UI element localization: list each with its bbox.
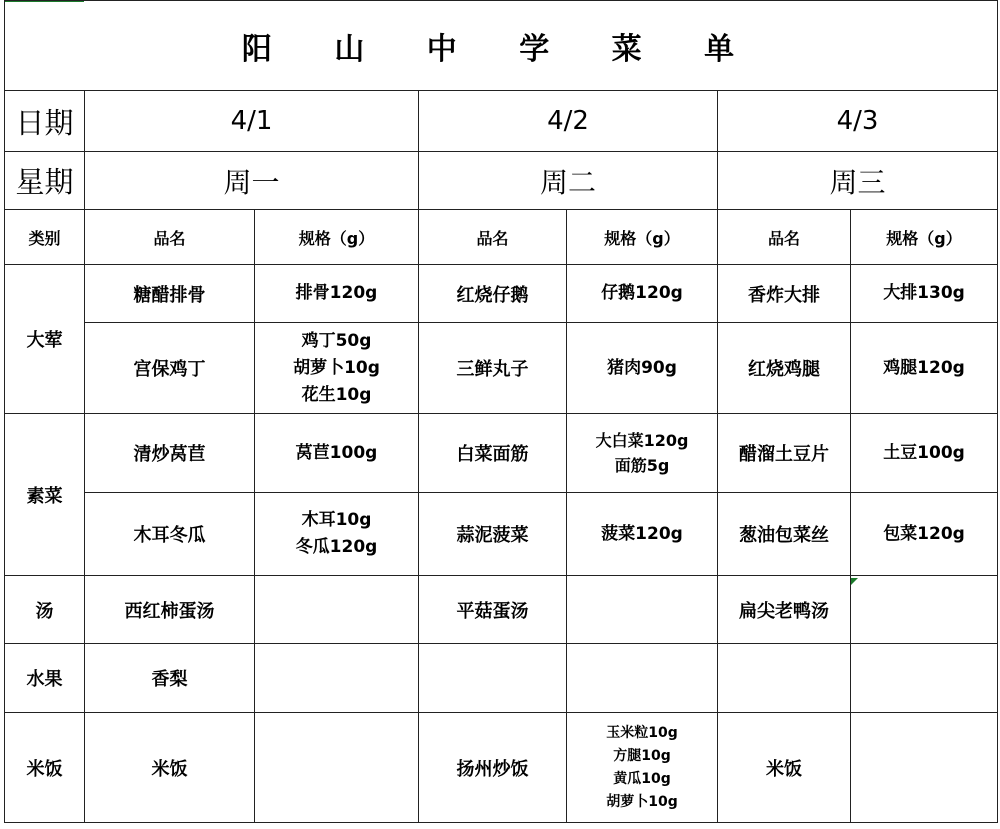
dish-name: 醋溜土豆片: [718, 414, 851, 493]
dish-name: 扁尖老鸭汤: [718, 576, 851, 644]
category-header: 类别: [5, 210, 85, 265]
title-row: [5, 1, 998, 91]
comment-indicator: [851, 578, 858, 585]
dish-spec: [255, 644, 419, 713]
weekday-day3: 周三: [718, 152, 998, 210]
dish-spec: [255, 576, 419, 644]
fruit-row: [5, 644, 998, 713]
date-day2: 4/2: [419, 91, 718, 152]
dish-spec: 木耳10g 冬瓜120g: [255, 493, 419, 576]
dish-spec: 猪肉90g: [567, 323, 718, 414]
dish-name: [718, 644, 851, 713]
dish-spec: 包菜120g: [851, 493, 998, 576]
weekday-day1: 周一: [85, 152, 419, 210]
spec-header-day1: 规格（g）: [255, 210, 419, 265]
dish-name: 糖醋排骨: [85, 265, 255, 323]
dish-name: 米饭: [85, 713, 255, 823]
dish-name: [419, 644, 567, 713]
dish-spec: 鸡丁50g 胡萝卜10g 花生10g: [255, 323, 419, 414]
date-label: 日期: [5, 91, 85, 152]
dish-spec: 仔鹅120g: [567, 265, 718, 323]
dish-spec: [255, 713, 419, 823]
dish-spec: [851, 576, 998, 644]
dish-name: 红烧鸡腿: [718, 323, 851, 414]
spec-header-day3: 规格（g）: [851, 210, 998, 265]
dish-name: 蒜泥菠菜: [419, 493, 567, 576]
date-row: [5, 91, 998, 152]
dish-name: 白菜面筋: [419, 414, 567, 493]
dish-spec: [851, 713, 998, 823]
dish-spec: 土豆100g: [851, 414, 998, 493]
dish-name: 平菇蛋汤: [419, 576, 567, 644]
category-fruit: 水果: [5, 644, 85, 713]
name-header-day3: 品名: [718, 210, 851, 265]
date-day1: 4/1: [85, 91, 419, 152]
dish-name: 红烧仔鹅: [419, 265, 567, 323]
category-veg: 素菜: [5, 414, 85, 576]
column-header-row: [5, 210, 998, 265]
rice-row: [5, 713, 998, 823]
name-header-day1: 品名: [85, 210, 255, 265]
dish-name: 宫保鸡丁: [85, 323, 255, 414]
category-soup: 汤: [5, 576, 85, 644]
dish-spec: 排骨120g: [255, 265, 419, 323]
dish-spec: [567, 644, 718, 713]
weekday-row: [5, 152, 998, 210]
dish-name: 三鲜丸子: [419, 323, 567, 414]
veg-row-1: [5, 414, 998, 493]
dish-name: 清炒莴苣: [85, 414, 255, 493]
dish-name: 米饭: [718, 713, 851, 823]
dish-spec: 菠菜120g: [567, 493, 718, 576]
dish-name: 葱油包菜丝: [718, 493, 851, 576]
dish-name: 香梨: [85, 644, 255, 713]
menu-title: 阳 山 中 学 菜 单: [5, 1, 998, 91]
dish-spec: [567, 576, 718, 644]
dish-name: 木耳冬瓜: [85, 493, 255, 576]
meat-row-2: [5, 323, 998, 414]
dish-spec: 莴苣100g: [255, 414, 419, 493]
weekday-label: 星期: [5, 152, 85, 210]
dish-name: 香炸大排: [718, 265, 851, 323]
dish-name: 西红柿蛋汤: [85, 576, 255, 644]
dish-spec: [851, 644, 998, 713]
name-header-day2: 品名: [419, 210, 567, 265]
dish-spec: 玉米粒10g 方腿10g 黄瓜10g 胡萝卜10g: [567, 713, 718, 823]
category-rice: 米饭: [5, 713, 85, 823]
dish-spec: 鸡腿120g: [851, 323, 998, 414]
meat-row-1: [5, 265, 998, 323]
veg-row-2: [5, 493, 998, 576]
soup-row: [5, 576, 998, 644]
menu-table: [4, 0, 998, 823]
weekday-day2: 周二: [419, 152, 718, 210]
dish-spec: 大排130g: [851, 265, 998, 323]
category-meat: 大荤: [5, 265, 85, 414]
dish-name: 扬州炒饭: [419, 713, 567, 823]
date-day3: 4/3: [718, 91, 998, 152]
spec-header-day2: 规格（g）: [567, 210, 718, 265]
dish-spec: 大白菜120g 面筋5g: [567, 414, 718, 493]
